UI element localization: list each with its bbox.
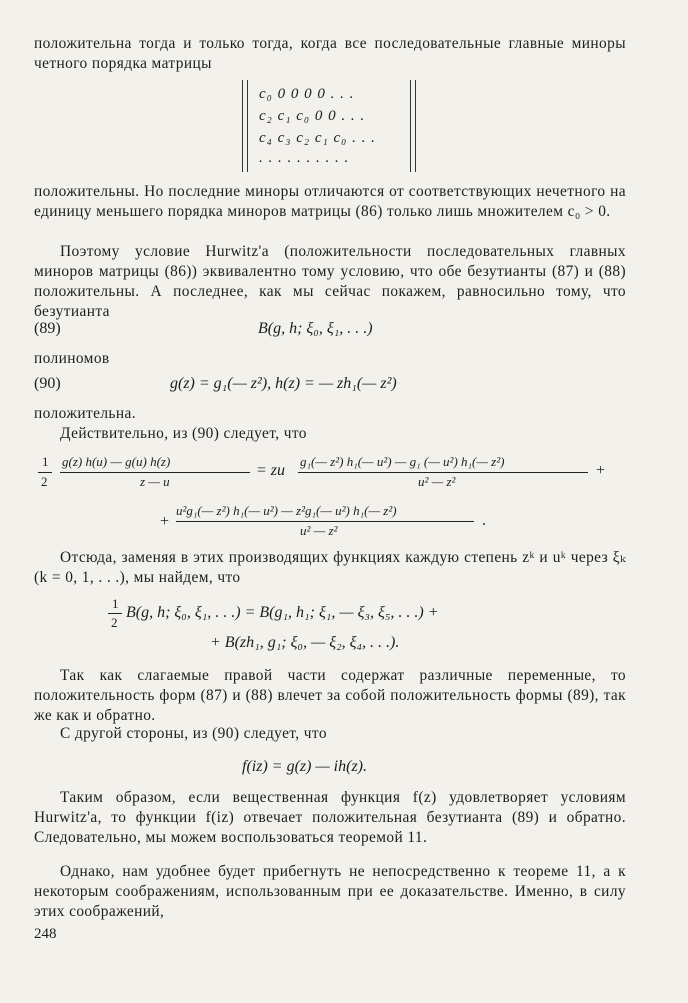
paragraph-9: С другой стороны, из (90) следует, что bbox=[60, 725, 327, 742]
paragraph-2: положительны. Но последние миноры отличаются от соответствующих нечетного на единицу меньшего порядка миноров матрицы (86) только лишь множителем c₀ > 0. bbox=[34, 183, 626, 220]
equation-90: g(z) = g₁(— z²), h(z) = — zh₁(— z²) bbox=[170, 375, 397, 392]
fraction-2-line bbox=[298, 472, 588, 473]
equation-period: . bbox=[482, 512, 486, 529]
matrix bbox=[242, 80, 416, 172]
paragraph-10: Таким образом, если вещественная функция f(z) удовлетворяет условиям Hurwitz'a, то функции f(iz) отвечает положительная безутианта (89) и обратно. Следовательно, мы можем воспользоваться теоремой 11. bbox=[34, 789, 626, 846]
paragraph-4: полиномов bbox=[34, 350, 110, 367]
matrix-row-1: c₀ 0 0 0 0 . . . bbox=[259, 86, 355, 102]
equation-f-iz: f(iz) = g(z) — ih(z). bbox=[242, 758, 368, 775]
fraction-3-numerator: u²g₁(— z²) h₁(— u²) — z²g₁(— u²) h₁(— z²) bbox=[176, 503, 397, 518]
half-denominator-2: 2 bbox=[111, 615, 118, 630]
paragraph-11: Однако, нам удобнее будет прибегнуть не непосредственно к теореме 11, а к некоторым соображениям, использованным при ее доказательстве. Именно, в силу этих соображений, bbox=[34, 863, 626, 920]
paragraph-1: положительна тогда и только тогда, когда все последовательные главные миноры четного порядка матрицы bbox=[34, 35, 626, 72]
fraction-3-line bbox=[176, 521, 474, 522]
equals-zu: = zu bbox=[256, 462, 286, 479]
fraction-3-denominator: u² — z² bbox=[300, 523, 338, 538]
matrix-row-4: . . . . . . . . . . bbox=[259, 150, 350, 166]
plus-sign-1: + bbox=[596, 462, 606, 479]
plus-sign-2: + bbox=[160, 513, 170, 530]
equation-number-90: (90) bbox=[34, 375, 61, 392]
equation-line-2: + B(zh₁, g₁; ξ₀, — ξ₂, ξ₄, . . .). bbox=[210, 634, 400, 651]
paragraph-6: Действительно, из (90) следует, что bbox=[60, 425, 307, 442]
half-numerator-2: 1 bbox=[112, 596, 119, 611]
paragraph-7: Отсюда, заменяя в этих производящих функциях каждую степень zᵏ и uᵏ через ξₖ (k = 0, 1, . . .), мы найдем, что bbox=[34, 549, 626, 586]
half-numerator: 1 bbox=[42, 454, 49, 469]
fraction-1-line bbox=[60, 472, 250, 473]
half-fraction-line bbox=[38, 472, 52, 473]
equation-line-1: B(g, h; ξ₀, ξ₁, . . .) = B(g₁, h₁; ξ₁, — ξ₃, ξ₅, . . .) + bbox=[126, 604, 439, 621]
equation-89: B(g, h; ξ₀, ξ₁, . . .) bbox=[258, 320, 373, 337]
page-number: 248 bbox=[34, 926, 57, 942]
paragraph-5: положительна. bbox=[34, 405, 136, 422]
paragraph-3: Поэтому условие Hurwitz'a (положительности последовательных главных миноров матрицы (86)) эквивалентно тому условию, что обе безутианты (87) и (88) положительны. А последнее, как мы сейчас покажем, равносильно тому, что безутианта bbox=[34, 243, 626, 320]
half-denominator: 2 bbox=[41, 474, 48, 489]
fraction-2-numerator: g₁(— z²) h₁(— u²) — g₁ (— u²) h₁(— z²) bbox=[300, 454, 505, 469]
matrix-row-2: c₂ c₁ c₀ 0 0 . . . bbox=[259, 108, 366, 124]
fraction-1-numerator: g(z) h(u) — g(u) h(z) bbox=[62, 454, 171, 469]
matrix-row-3: c₄ c₃ c₂ c₁ c₀ . . . bbox=[259, 130, 376, 146]
equation-number-89: (89) bbox=[34, 320, 61, 337]
fraction-1-denominator: z — u bbox=[140, 474, 170, 489]
paragraph-8: Так как слагаемые правой части содержат различные переменные, то положительность форм (87) и (88) влечет за собой положительность формы (89), так же как и обратно. bbox=[34, 667, 626, 724]
fraction-2-denominator: u² — z² bbox=[418, 474, 456, 489]
half-fraction-line-2 bbox=[108, 613, 122, 614]
